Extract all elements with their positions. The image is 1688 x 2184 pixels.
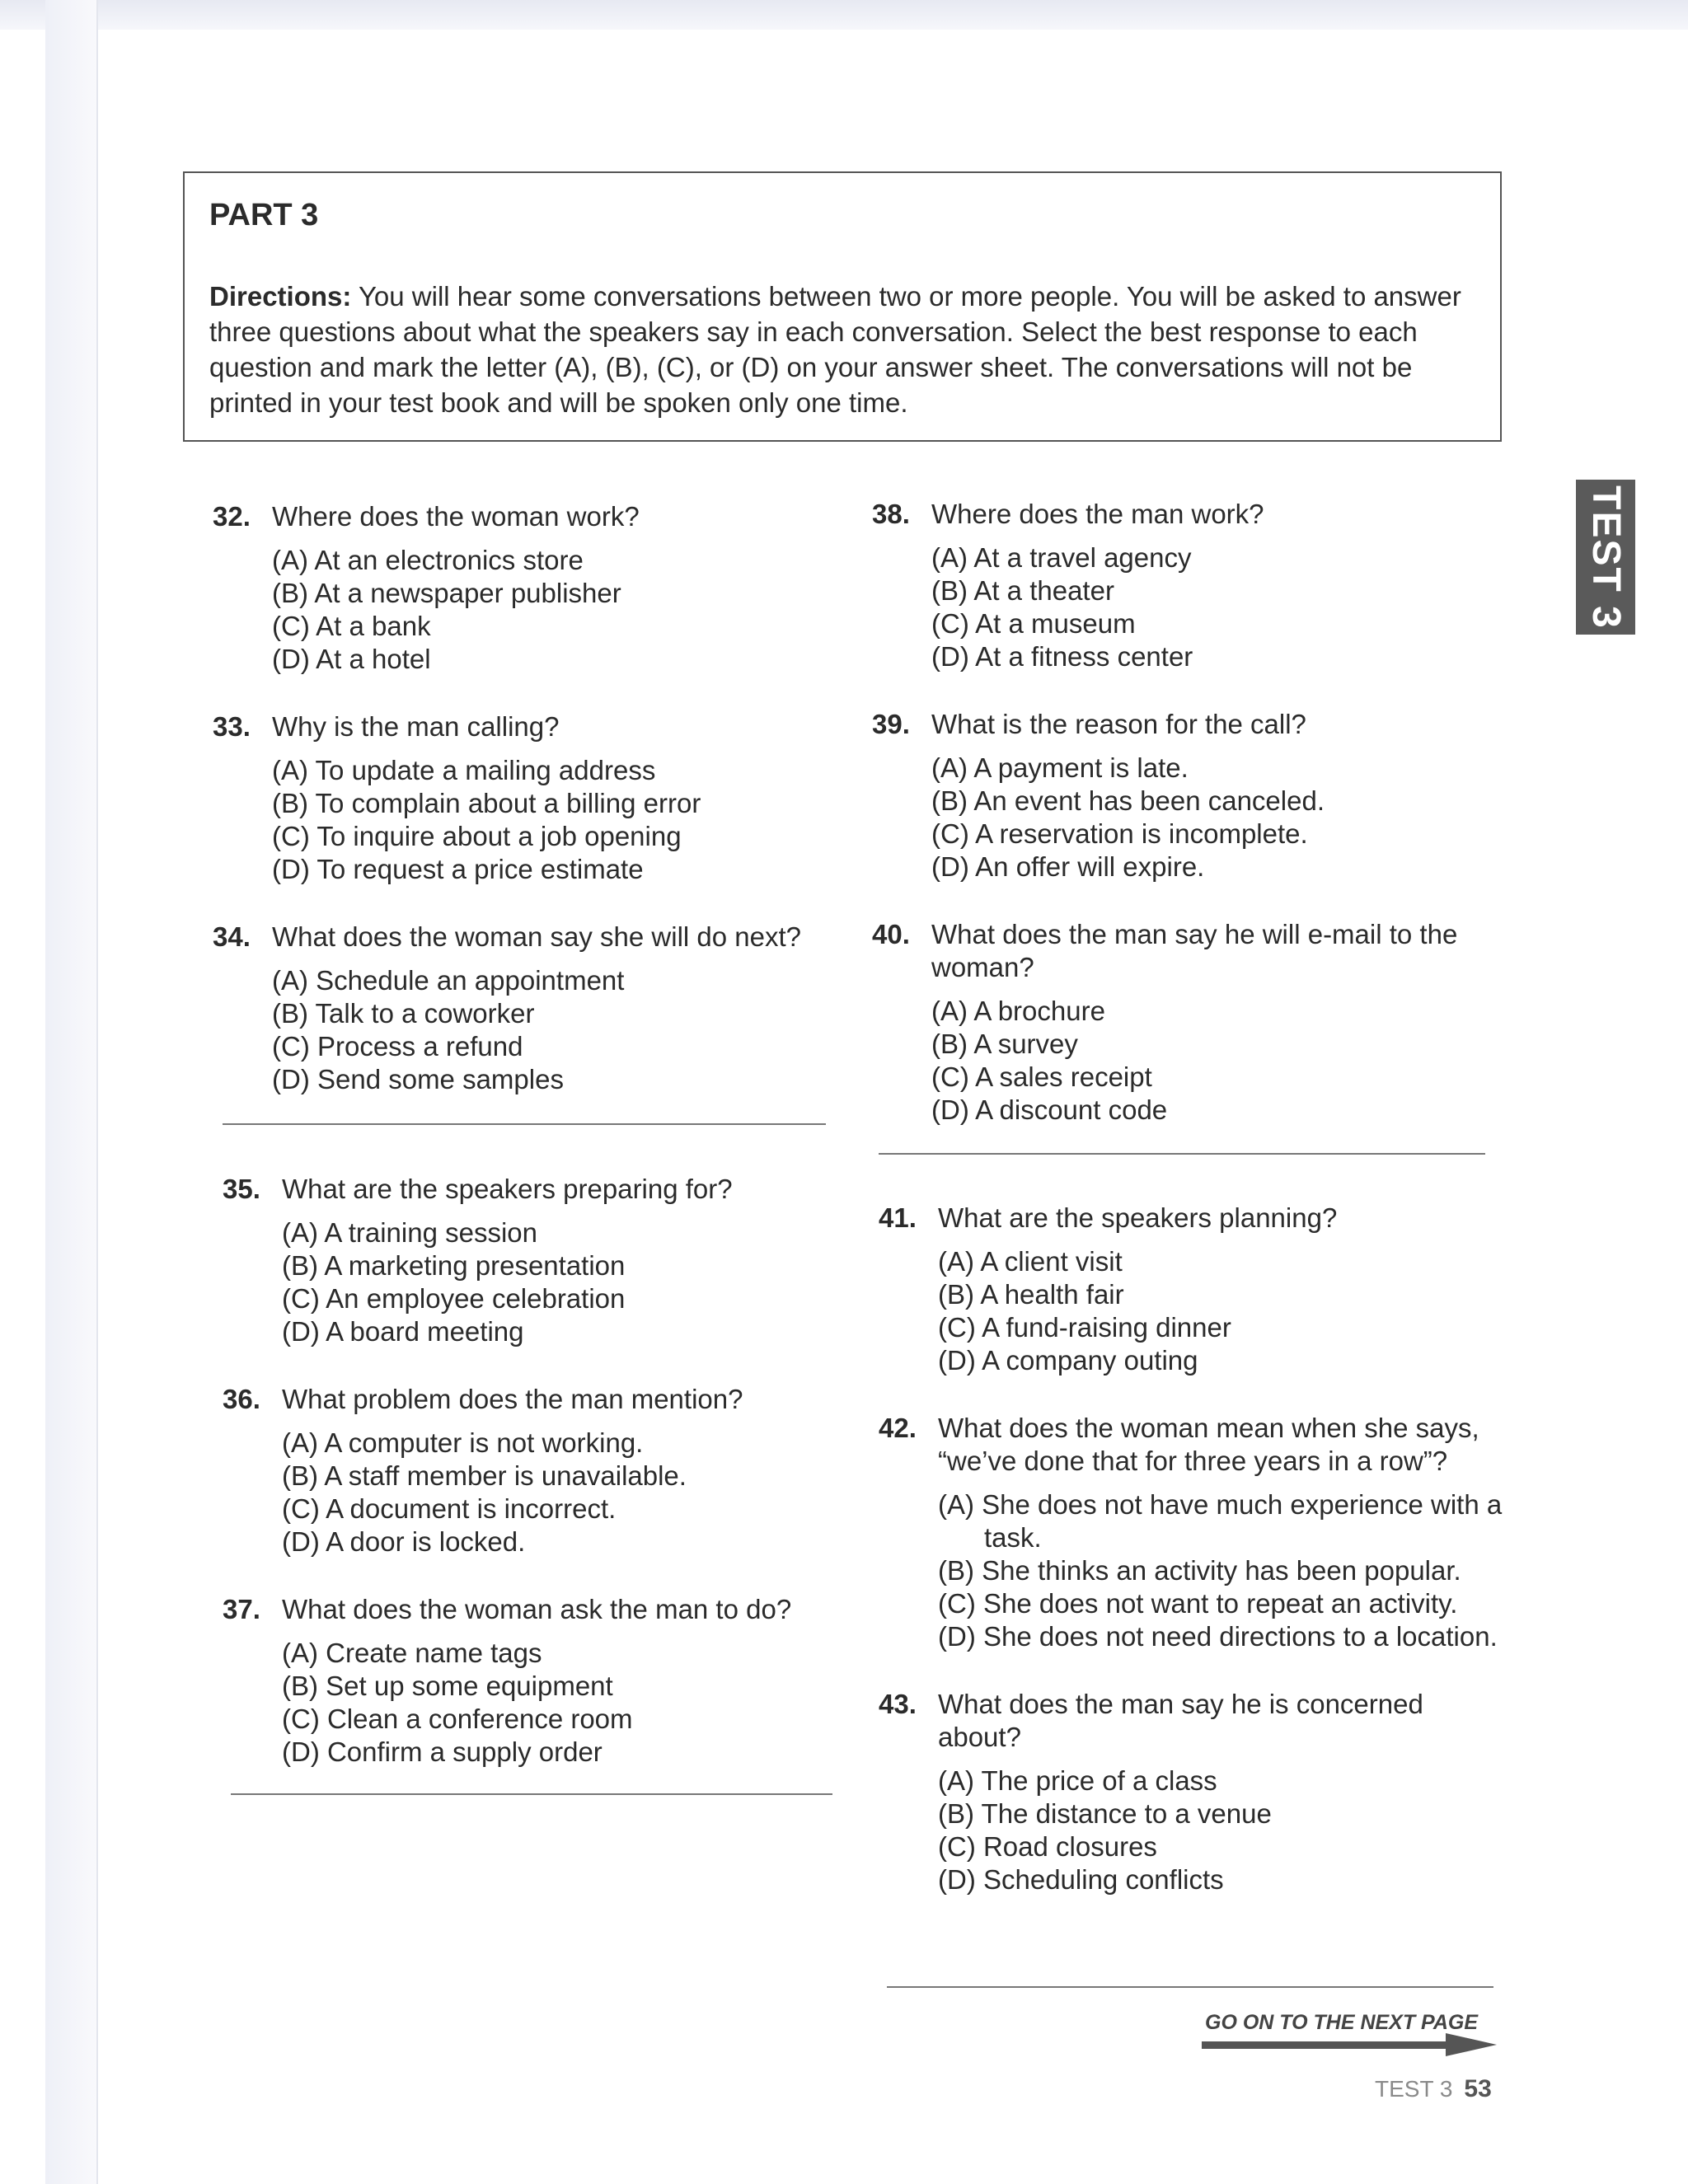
question-38 — [872, 498, 1498, 673]
question-number: 35. — [223, 1174, 260, 1204]
directions-box — [183, 171, 1502, 442]
question-text: What does the man say he is concerned about? — [938, 1689, 1423, 1752]
option-a: (A) A client visit — [938, 1246, 1123, 1277]
option-a: (A) A brochure — [931, 996, 1105, 1026]
option-a: (A) Schedule an appointment — [272, 965, 625, 996]
question-text: What does the woman ask the man to do? — [282, 1594, 792, 1624]
option-b: (B) At a theater — [931, 575, 1114, 606]
option-d: (D) A door is locked. — [282, 1526, 526, 1557]
option-d: (D) At a hotel — [272, 644, 431, 674]
option-b: (B) She thinks an activity has been popular. — [938, 1555, 1461, 1586]
page-footer — [1375, 2075, 1492, 2103]
question-43 — [879, 1688, 1505, 1896]
option-a: (A) A payment is late. — [931, 752, 1189, 783]
option-b: (B) A staff member is unavailable. — [282, 1460, 687, 1491]
option-c: (C) At a museum — [931, 608, 1136, 639]
option-b: (B) Talk to a coworker — [272, 998, 535, 1029]
directions-body: You will hear some conversations between two or more people. You will be asked to answer three questions about what the speakers say in each conversation. Select the best response to each question and mark the letter (A), (B), (C), or (D) on your answer sheet. The conversations will not be printed in your test book and will be spoken only one time. — [209, 281, 1461, 418]
footer-test-label: TEST 3 — [1375, 2076, 1453, 2102]
directions-label: Directions: — [209, 281, 352, 312]
question-number: 34. — [213, 921, 251, 952]
option-c: (C) At a bank — [272, 611, 431, 641]
part-title: PART 3 — [209, 198, 319, 232]
option-c: (C) An employee celebration — [282, 1283, 626, 1314]
question-number: 41. — [879, 1202, 917, 1233]
page-number: 53 — [1464, 2075, 1492, 2102]
option-c: (C) A document is incorrect. — [282, 1493, 617, 1524]
question-number: 42. — [879, 1413, 917, 1443]
option-a: (A) A computer is not working. — [282, 1427, 644, 1458]
question-40 — [872, 918, 1498, 1127]
left-column — [213, 500, 839, 1131]
question-text: What problem does the man mention? — [282, 1384, 743, 1414]
question-36 — [223, 1383, 849, 1558]
test-side-tab — [1576, 480, 1635, 635]
option-c: (C) Road closures — [938, 1831, 1157, 1862]
option-d: (D) Send some samples — [272, 1064, 564, 1094]
question-text: Where does the woman work? — [272, 501, 640, 532]
question-number: 37. — [223, 1594, 260, 1624]
question-text: Why is the man calling? — [272, 711, 560, 742]
question-number: 40. — [872, 919, 910, 949]
option-d: (D) A discount code — [931, 1094, 1168, 1125]
option-c: (C) A sales receipt — [931, 1062, 1152, 1092]
next-page-label: GO ON TO THE NEXT PAGE — [1205, 2011, 1479, 2034]
option-a: (A) At a travel agency — [931, 542, 1192, 573]
question-text: What is the reason for the call? — [931, 709, 1306, 739]
side-tab-label: TEST 3 — [1583, 485, 1628, 630]
question-text: What are the speakers preparing for? — [282, 1174, 733, 1204]
question-number: 39. — [872, 709, 910, 739]
option-b: (B) To complain about a billing error — [272, 788, 701, 818]
option-c: (C) To inquire about a job opening — [272, 821, 682, 851]
question-42 — [879, 1412, 1505, 1653]
question-text: What does the woman mean when she says, “we’ve done that for three years in a row”? — [938, 1413, 1479, 1476]
option-a: (A) The price of a class — [938, 1765, 1217, 1796]
left-column-lower — [223, 1173, 849, 1803]
question-32 — [213, 500, 839, 676]
question-number: 32. — [213, 501, 251, 532]
option-d: (D) At a fitness center — [931, 641, 1193, 672]
question-text: What are the speakers planning? — [938, 1202, 1338, 1233]
option-c: (C) A fund-raising dinner — [938, 1312, 1231, 1343]
option-d: (D) Confirm a supply order — [282, 1736, 603, 1767]
option-b: (B) A survey — [931, 1029, 1078, 1059]
option-b: (B) Set up some equipment — [282, 1671, 613, 1701]
question-34 — [213, 921, 839, 1096]
question-text: Where does the man work? — [931, 499, 1264, 529]
directions-text — [209, 279, 1479, 420]
scan-left-edge — [45, 0, 98, 2184]
option-d: (D) An offer will expire. — [931, 851, 1205, 882]
option-b: (B) A health fair — [938, 1279, 1124, 1310]
option-c: (C) A reservation is incomplete. — [931, 818, 1308, 849]
right-column — [872, 498, 1498, 1161]
option-d: (D) A board meeting — [282, 1316, 524, 1347]
option-a: (A) At an electronics store — [272, 545, 584, 575]
divider-left-2 — [231, 1793, 832, 1795]
question-text: What does the man say he will e-mail to the woman? — [931, 919, 1458, 982]
option-b: (B) At a newspaper publisher — [272, 578, 621, 608]
question-number: 33. — [213, 711, 251, 742]
option-a: (A) To update a mailing address — [272, 755, 656, 785]
question-39 — [872, 708, 1498, 883]
option-a: (A) She does not have much experience with a task. — [938, 1489, 1503, 1553]
option-c: (C) Clean a conference room — [282, 1704, 633, 1734]
right-column-lower — [879, 1202, 1505, 1931]
question-37 — [223, 1593, 849, 1769]
option-b: (B) An event has been canceled. — [931, 785, 1325, 816]
scan-top-edge — [0, 0, 1688, 30]
option-b: (B) A marketing presentation — [282, 1250, 626, 1281]
question-number: 36. — [223, 1384, 260, 1414]
option-c: (C) Process a refund — [272, 1031, 523, 1062]
option-b: (B) The distance to a venue — [938, 1798, 1272, 1829]
question-41 — [879, 1202, 1505, 1377]
arrow-right-icon — [1202, 2032, 1498, 2057]
divider-right-1 — [879, 1153, 1485, 1155]
option-d: (D) Scheduling conflicts — [938, 1864, 1224, 1895]
option-a: (A) A training session — [282, 1217, 537, 1248]
option-d: (D) She does not need directions to a location. — [938, 1621, 1498, 1652]
question-33 — [213, 710, 839, 886]
option-c: (C) She does not want to repeat an activity. — [938, 1588, 1458, 1619]
option-d: (D) To request a price estimate — [272, 854, 644, 884]
divider-left-1 — [223, 1123, 826, 1125]
option-d: (D) A company outing — [938, 1345, 1198, 1376]
divider-right-2 — [887, 1986, 1493, 1988]
option-a: (A) Create name tags — [282, 1638, 542, 1668]
question-text: What does the woman say she will do next? — [272, 921, 802, 952]
question-number: 38. — [872, 499, 910, 529]
question-35 — [223, 1173, 849, 1348]
question-number: 43. — [879, 1689, 917, 1719]
